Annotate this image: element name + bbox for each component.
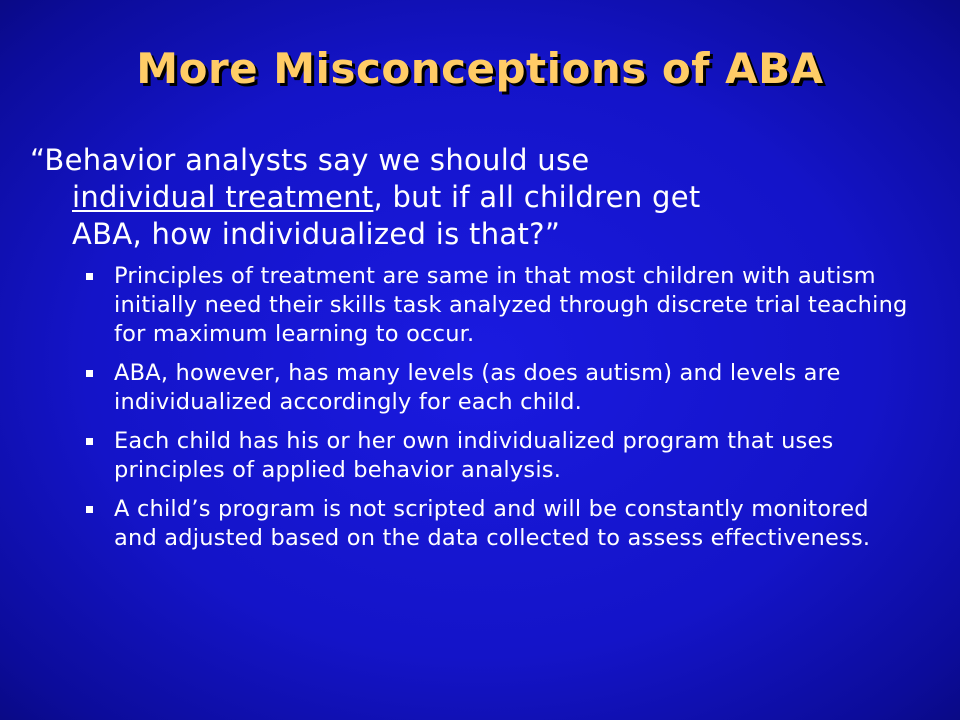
- bullet-item: [82, 262, 912, 349]
- slide-title: More Misconceptions of ABA: [136, 44, 824, 93]
- bullet-text: ABA, however, has many levels (as does autism) and levels are individualized accordingly for each child.: [114, 360, 841, 415]
- quote-line-3: ABA, how individualized is that?”: [72, 217, 561, 251]
- quote-line-2-rest: , but if all children get: [373, 180, 701, 214]
- bullet-item: [82, 495, 912, 553]
- quote-line-2: [30, 179, 910, 216]
- quote-text: [30, 142, 910, 253]
- square-bullet-icon: [86, 438, 93, 445]
- bullet-text: Principles of treatment are same in that most children with autism initially need their skills task analyzed through discrete trial teaching for maximum learning to occur.: [114, 263, 908, 347]
- square-bullet-icon: [86, 370, 93, 377]
- bullet-text: A child’s program is not scripted and will be constantly monitored and adjusted based on the data collected to assess effectiveness.: [114, 496, 871, 551]
- quote-underlined-phrase: individual treatment: [72, 180, 374, 214]
- quote-line-1: “Behavior analysts say we should use: [30, 143, 590, 177]
- bullet-item: [82, 359, 912, 417]
- square-bullet-icon: [86, 506, 93, 513]
- square-bullet-icon: [86, 273, 93, 280]
- bullet-text: Each child has his or her own individualized program that uses principles of applied behavior analysis.: [114, 428, 834, 483]
- bullet-item: [82, 427, 912, 485]
- bullet-list: [82, 262, 912, 563]
